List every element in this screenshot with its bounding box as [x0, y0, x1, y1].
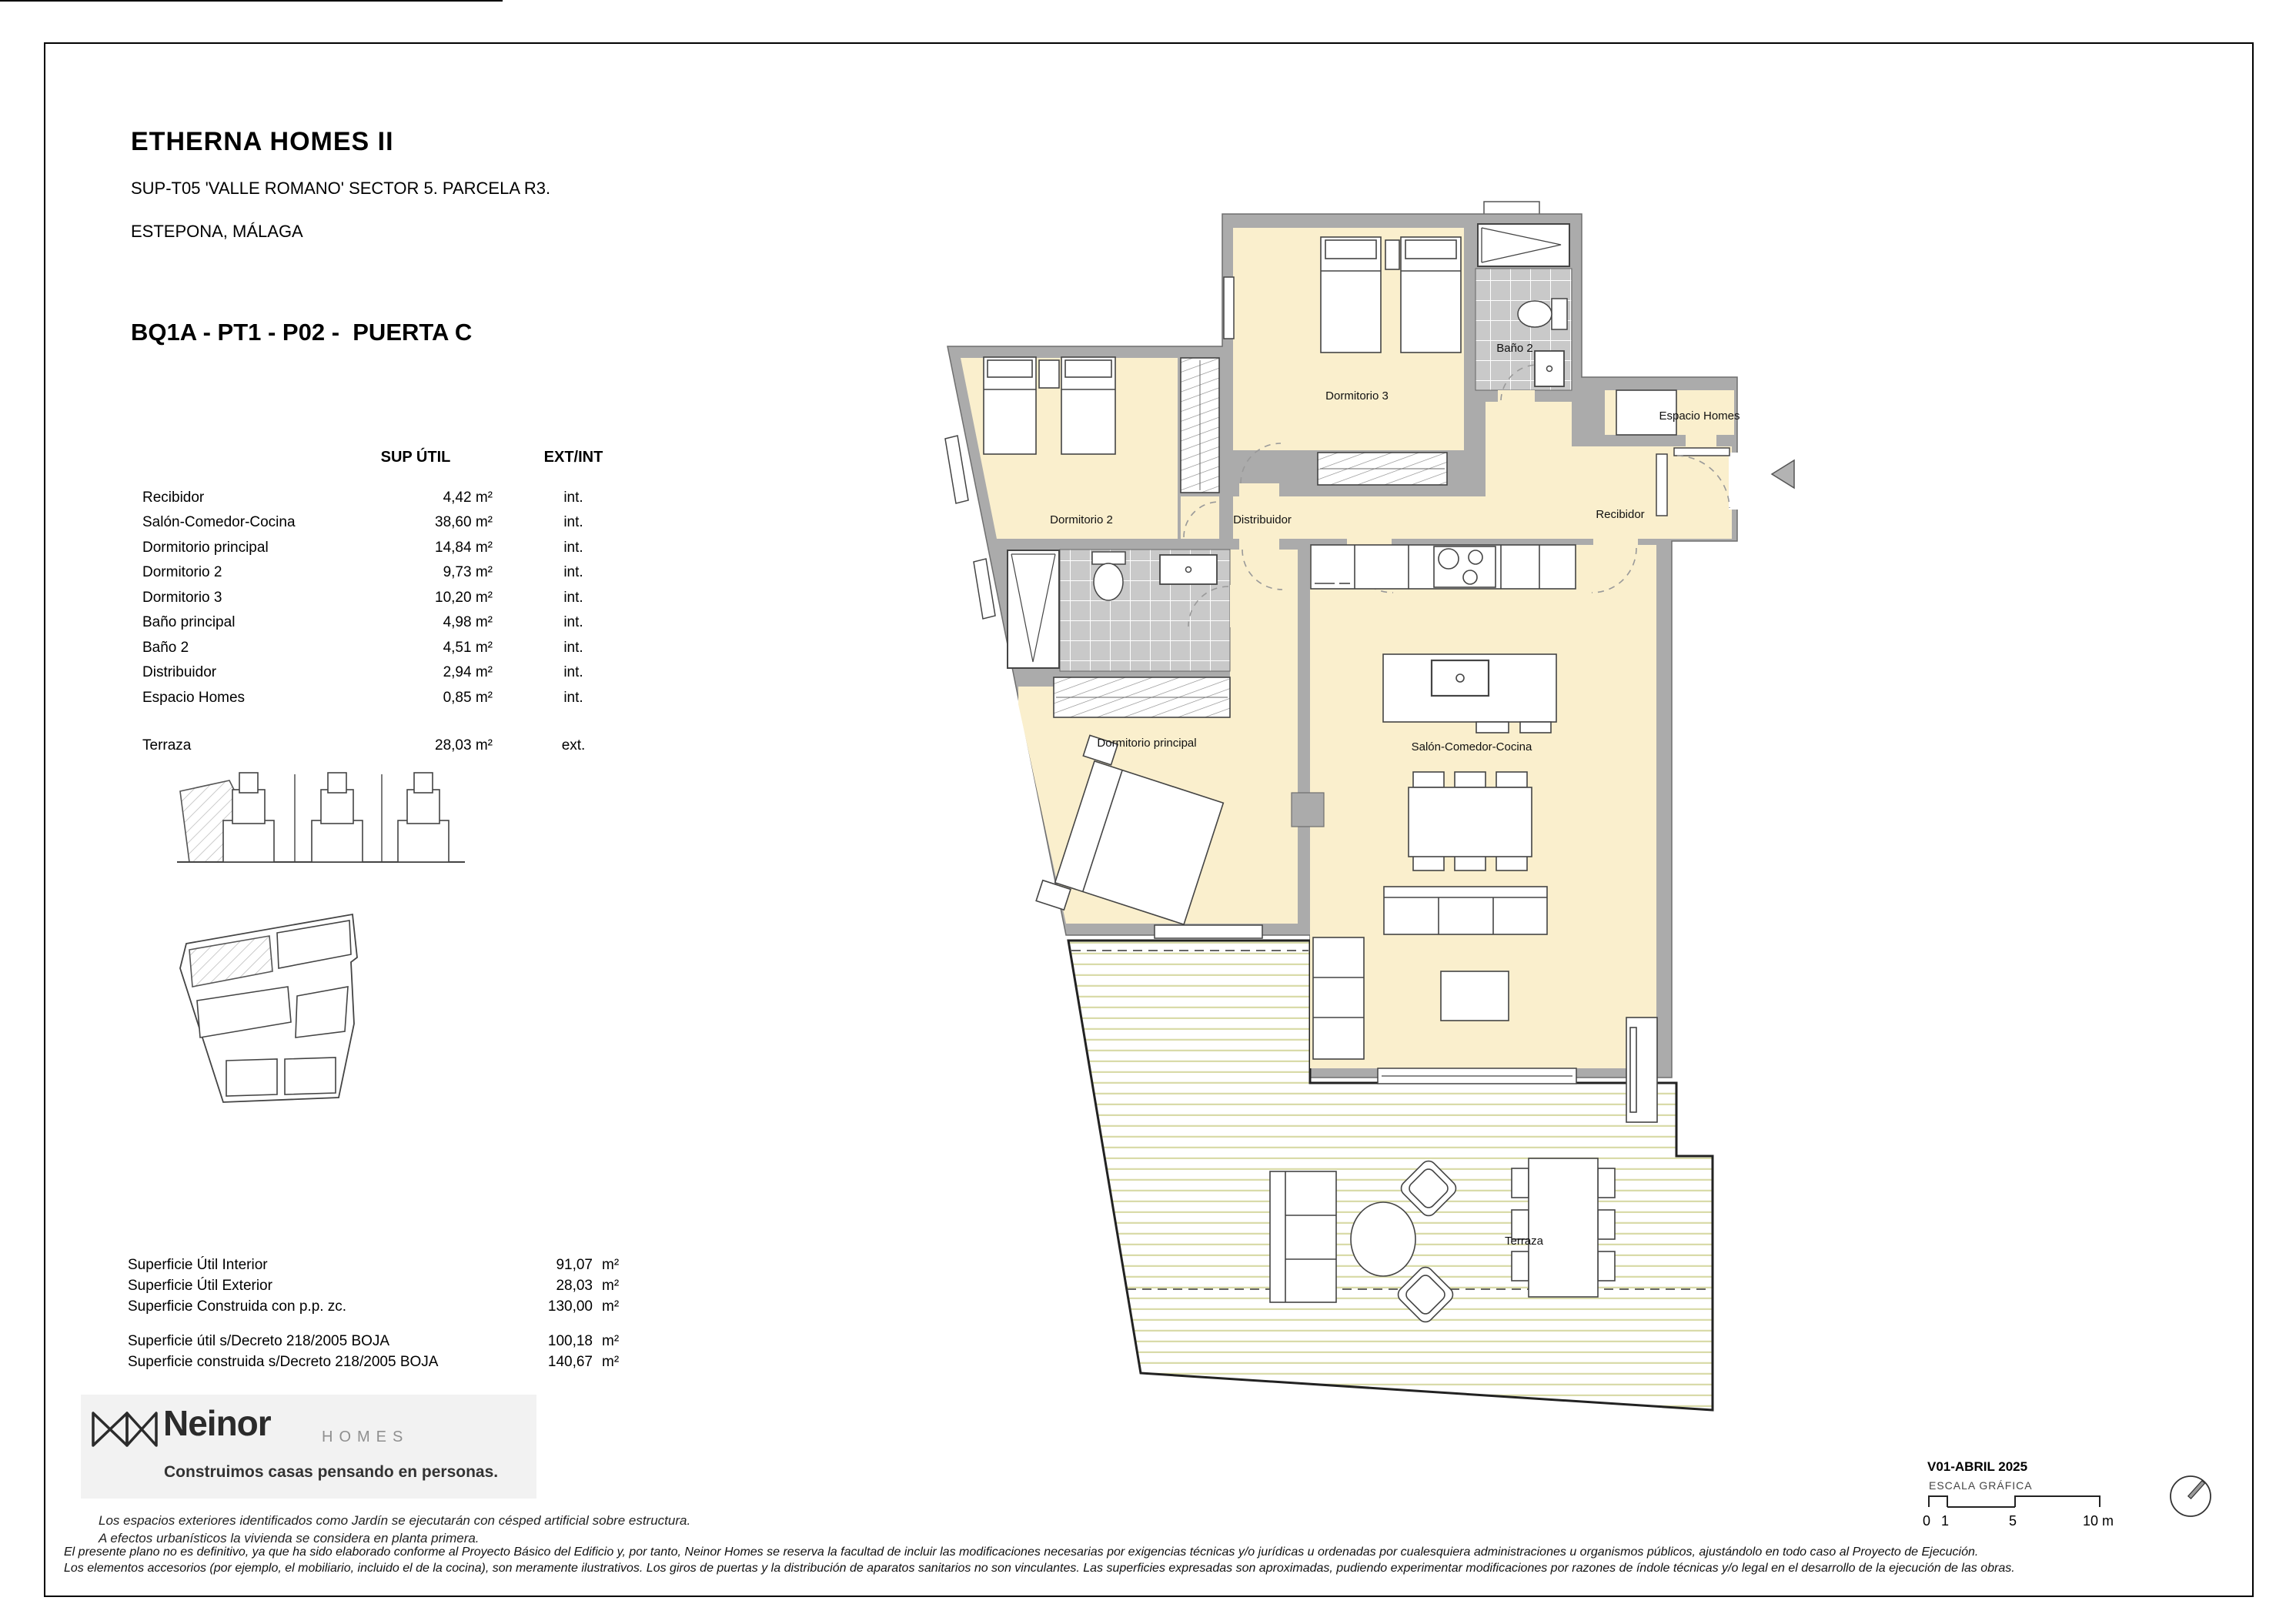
label-bano-2: Baño 2 [1496, 342, 1533, 355]
label-dormitorio-principal: Dormitorio principal [1097, 737, 1197, 750]
scale-tick-5: 5 [2009, 1513, 2017, 1529]
key-plan-elevation [175, 771, 468, 867]
north-arrow-icon [2166, 1472, 2215, 1521]
brand-tagline: Construimos casas pensando en personas. [164, 1463, 499, 1481]
note-line-2: A efectos urbanísticos la vivienda se considera en planta primera. [99, 1531, 480, 1545]
unit-code: BQ1A - PT1 - P02 - PUERTA C [131, 319, 473, 346]
brand-sub: HOMES [322, 1429, 409, 1445]
scale-bar [1923, 1492, 2115, 1512]
note-line-1: Los espacios exteriores identificados como Jardín se ejecutarán con césped artificial sobre estructura. [99, 1513, 691, 1528]
label-terraza: Terraza [1504, 1235, 1544, 1248]
scale-tick-10: 10 m [2083, 1513, 2114, 1529]
version-label: V01-ABRIL 2025 [1927, 1459, 2028, 1474]
tower-footprints [223, 773, 449, 862]
wall-pier [1292, 793, 1324, 827]
scale-tick-1: 1 [1941, 1513, 1950, 1529]
kitchen-island [1383, 654, 1556, 733]
table-header-sup-util: SUP ÚTIL [380, 449, 451, 466]
label-dormitorio-2: Dormitorio 2 [1050, 513, 1113, 526]
label-salon-comedor-cocina: Salón-Comedor-Cocina [1411, 740, 1532, 754]
location-line-2: ESTEPONA, MÁLAGA [131, 222, 303, 241]
key-plan-site [175, 910, 379, 1110]
floorplan-document: ETHERNA HOMES II SUP-T05 'VALLE ROMANO' SECTOR 5. PARCELA R3. ESTEPONA, MÁLAGA BQ1A - PT1 - P02 - PUERTA C SUP ÚTIL EXT/INT Recibidor 4,42 m² int. Salón-Comedor-Cocina 38,60 m² int. Dormitorio principal 14,84 m² int. Dormitorio 2 9,73 m² int. Dormitorio 3 10,20 m² int. Baño principal 4,98 m² int. Baño 2 4,51 m² int. Distribuidor 2,94 m² int. Espacio Homes 0,85 m² int. Terraza 28,03 m² ext. Superficie Útil Interior 91,07 m² Superficie Útil Exterior 28,03 m² Superficie Construida con p.p. zc. 130,00 m² Superficie útil s/Decreto 218/2005 BOJA 100,18 m² Superficie construida s/Decreto 218/2005 BOJA 140,67 m² Neinor HOMES Construimos casas pensando en personas. Los espacios exteriores identificados como Jardín se ejecutarán con césped artificial sobre estructura. A efectos urbanísticos la vivienda se considera en planta primera. El presente plano no es definitivo, ya que ha sido elaborado conforme al Proyecto Básico del Edificio y, por tanto, Neinor Homes se reserva la facultad de incluir las modificaciones necesarias por exigencias técnicas y/o jurídicas u ordenadas por cualesquiera administraciones u organismos públicos, ajustándolo en todo caso al Proyecto de Ejecución. Los elementos accesorios (por ejemplo, el mobiliario, incluido el de la cocina), son meramente ilustrativos. Los giros de puertas y la distribución de aparatos sanitarios no son vinculantes. Las superficies expresadas son aproximadas, pudiendo experimentar modificaciones por razones de índole técnicas y/o legal en el desarrollo de la ejecución de las obras. V01-ABRIL 2025 ESCALA GRÁFICA 0 1 5 10 m Dormitorio 3 Baño 2 Espacio Homes Dormitorio 2 Distribuidor Recibidor Dormitorio principal Salón-Comedor-Cocina Terraza [0, 0, 2296, 1624]
kitchen-counter [1311, 545, 1576, 589]
entrance-arrow-icon [1772, 460, 1794, 488]
table-header-ext-int: EXT/INT [543, 449, 603, 466]
page-title: ETHERNA HOMES II [131, 127, 394, 156]
label-espacio-homes: Espacio Homes [1659, 409, 1740, 423]
neinor-logo-icon [91, 1404, 159, 1455]
bathroom-bano2 [1476, 224, 1572, 402]
disclaimer-line-2: Los elementos accesorios (por ejemplo, el mobiliario, incluido el de la cocina), son meramente ilustrativos. Los giros de puertas y la distribución de aparatos sanitarios no son vinculantes. Las superficies expresadas son aproximadas, pudiendo experimentar modificaciones por razones de índole técnicas y/o legal en el desarrollo de la ejecución de las obras. [64, 1562, 2015, 1575]
scale-label: ESCALA GRÁFICA [1929, 1479, 2033, 1492]
table-header-rule [0, 0, 503, 2]
label-dormitorio-3: Dormitorio 3 [1325, 389, 1389, 403]
floor-plan [870, 200, 1886, 1478]
label-recibidor: Recibidor [1596, 508, 1645, 521]
label-distribuidor: Distribuidor [1233, 513, 1292, 526]
dining-set [1409, 772, 1532, 870]
brand-name: Neinor [163, 1403, 271, 1443]
location-line-1: SUP-T05 'VALLE ROMANO' SECTOR 5. PARCELA R3. [131, 179, 551, 198]
disclaimer-line-1: El presente plano no es definitivo, ya que ha sido elaborado conforme al Proyecto Básico del Edificio y, por tanto, Neinor Homes se reserva la facultad de incluir las modificaciones necesarias por exigencias técnicas y/o jurídicas u ordenadas por cualesquiera administraciones u organismos públicos, ajustándolo en todo caso al Proyecto de Ejecución. [64, 1545, 1979, 1559]
scale-tick-0: 0 [1923, 1513, 1931, 1529]
bathroom-bano-principal [1008, 550, 1241, 671]
